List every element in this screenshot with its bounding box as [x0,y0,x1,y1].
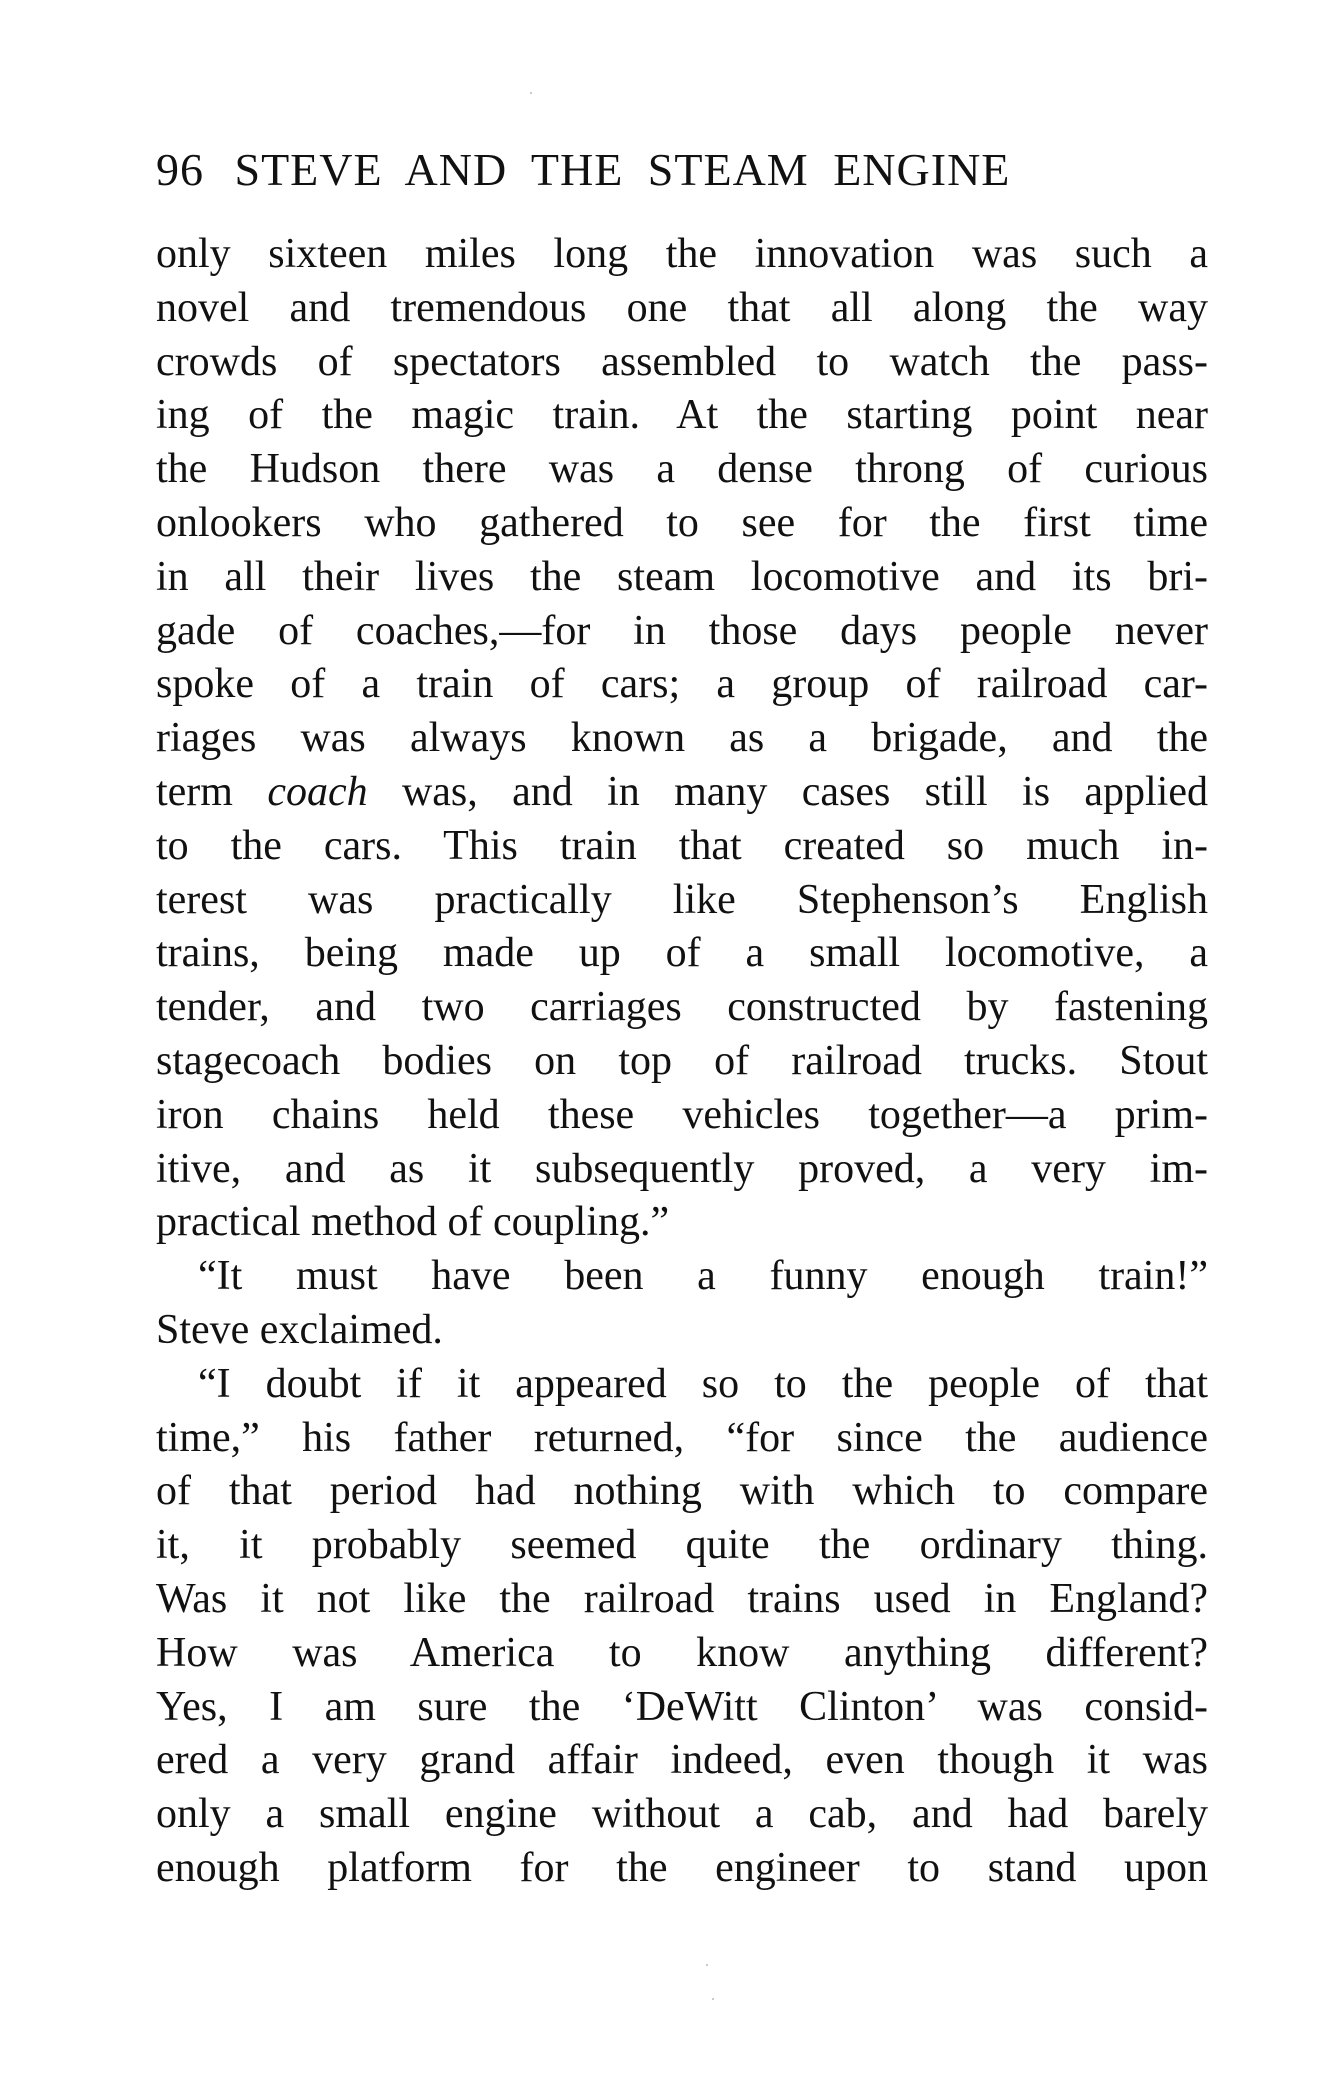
text-line: gade of coaches,—for in those days people never [156,607,1208,654]
text-line: “I doubt if it appeared so to the people of that [198,1360,1208,1407]
paper-speck [712,1998,714,2000]
text-line: only a small engine without a cab, and had barely [156,1791,1208,1838]
text-line: ered a very grand affair indeed, even though it was [156,1737,1208,1784]
paper-speck [530,92,532,94]
text-line: enough platform for the engineer to stand upon [156,1844,1208,1891]
text-line: itive, and as it subsequently proved, a very im- [156,1145,1208,1192]
text-line: riages was always known as a brigade, and the [156,715,1208,762]
text-line: practical method of coupling.” [156,1199,670,1246]
text-line: time,” his father returned, “for since the audience [156,1414,1208,1461]
text-line: terest was practically like Stephenson’s English [156,876,1208,923]
text-line: Yes, I am sure the ‘DeWitt Clinton’ was consid- [156,1683,1208,1730]
text-line [156,766,1208,820]
italic-word: coach [267,768,368,815]
text-line: stagecoach bodies on top of railroad trucks. Stout [156,1037,1208,1084]
text-line: crowds of spectators assembled to watch the pass- [156,338,1208,385]
text-line: Steve exclaimed. [156,1306,443,1353]
paper-speck [706,1964,708,1966]
text-line: tender, and two carriages constructed by fastening [156,984,1208,1031]
text-line: trains, being made up of a small locomotive, a [156,930,1208,977]
text-line: “It must have been a funny enough train!” [198,1253,1208,1300]
text-line: the Hudson there was a dense throng of curious [156,446,1208,493]
text-line: iron chains held these vehicles together—a prim- [156,1091,1208,1138]
text-line: Was it not like the railroad trains used in England? [156,1575,1208,1622]
text-line: to the cars. This train that created so much in- [156,822,1208,869]
text-line: ing of the magic train. At the starting point near [156,392,1208,439]
text-line: spoke of a train of cars; a group of railroad car- [156,661,1208,708]
text-line: in all their lives the steam locomotive and its bri- [156,553,1208,600]
text-line: only sixteen miles long the innovation was such a [156,231,1208,277]
text-line: of that period had nothing with which to compare [156,1468,1208,1515]
text-line: it, it probably seemed quite the ordinary thing. [156,1522,1208,1569]
text-segment: was, and in many cases still is applied [367,768,1208,815]
text-line: onlookers who gathered to see for the first time [156,499,1208,546]
body-text [156,228,1208,1896]
running-head [156,140,1156,200]
running-title: STEVE AND THE STEAM ENGINE [234,144,1011,195]
text-segment: term [156,768,268,815]
text-line: How was America to know anything different? [156,1629,1208,1676]
text-line: novel and tremendous one that all along the way [156,284,1208,331]
page-number: 96 [156,144,204,195]
